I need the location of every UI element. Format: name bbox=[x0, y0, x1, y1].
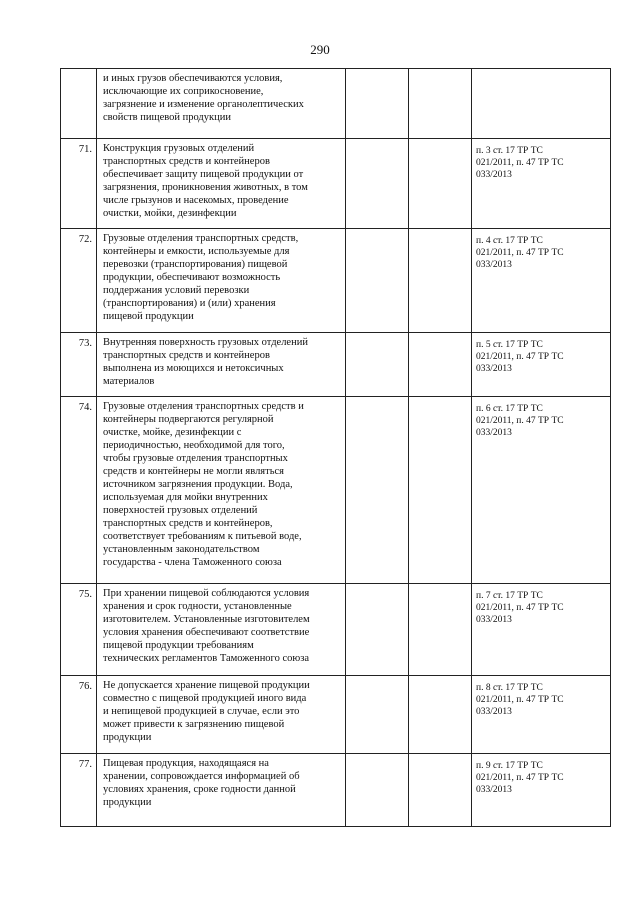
reference-line: 021/2011, п. 47 ТР ТС bbox=[476, 603, 564, 613]
requirement-line: совместно с пищевой продукцией иного вида bbox=[103, 693, 307, 704]
requirement-line: Грузовые отделения транспортных средств, bbox=[103, 233, 299, 244]
reference-line: 033/2013 bbox=[476, 260, 512, 270]
empty-cell bbox=[346, 676, 409, 753]
table-row bbox=[61, 397, 611, 584]
requirement-line: контейнеры подвергаются регулярной bbox=[103, 414, 274, 425]
requirement-line: Грузовые отделения транспортных средств и bbox=[103, 401, 304, 412]
requirement-line: Внутренняя поверхность грузовых отделений bbox=[103, 337, 308, 348]
requirement-line: числе грызунов и насекомых, проведение bbox=[103, 195, 289, 206]
reference-line: 021/2011, п. 47 ТР ТС bbox=[476, 248, 564, 258]
row-number: 71. bbox=[61, 139, 97, 228]
reference-line: 033/2013 bbox=[476, 428, 512, 438]
reference-line: 033/2013 bbox=[476, 615, 512, 625]
requirement-line: пищевой продукции требованиям bbox=[103, 640, 254, 651]
reference-line: п. 9 ст. 17 ТР ТС bbox=[476, 761, 543, 771]
empty-cell bbox=[409, 139, 472, 228]
legal-reference bbox=[472, 229, 611, 332]
requirement-line: При хранении пищевой соблюдаются условия bbox=[103, 588, 310, 599]
reference-line: п. 8 ст. 17 ТР ТС bbox=[476, 683, 543, 693]
requirement-line: продукции bbox=[103, 732, 152, 743]
empty-cell bbox=[409, 397, 472, 583]
page-number: 290 bbox=[310, 42, 330, 57]
reference-line: п. 6 ст. 17 ТР ТС bbox=[476, 404, 543, 414]
requirement-line: установленным законодательством bbox=[103, 544, 260, 555]
row-number: 75. bbox=[61, 584, 97, 675]
requirement-line: транспортных средств и контейнеров bbox=[103, 156, 270, 167]
requirement-line: чтобы грузовые отделения транспортных bbox=[103, 453, 288, 464]
requirement-line: контейнеры и емкости, используемые для bbox=[103, 246, 290, 257]
empty-cell bbox=[409, 229, 472, 332]
requirement-text bbox=[97, 676, 346, 753]
table-row bbox=[61, 69, 611, 139]
empty-cell bbox=[346, 397, 409, 583]
legal-reference bbox=[472, 139, 611, 228]
reference-line: п. 4 ст. 17 ТР ТС bbox=[476, 236, 543, 246]
reference-line: п. 3 ст. 17 ТР ТС bbox=[476, 146, 543, 156]
table-row bbox=[61, 754, 611, 827]
table-row bbox=[61, 676, 611, 754]
requirement-line: перевозки (транспортирования) пищевой bbox=[103, 259, 288, 270]
empty-cell bbox=[346, 584, 409, 675]
legal-reference bbox=[472, 676, 611, 753]
requirement-text bbox=[97, 754, 346, 826]
empty-cell bbox=[346, 229, 409, 332]
requirement-line: периодичностью, необходимой для того, bbox=[103, 440, 285, 451]
requirement-line: может привести к загрязнению пищевой bbox=[103, 719, 285, 730]
legal-reference bbox=[472, 754, 611, 826]
requirement-line: загрязнения, проникновения животных, в том bbox=[103, 182, 308, 193]
empty-cell bbox=[346, 139, 409, 228]
reference-line: п. 7 ст. 17 ТР ТС bbox=[476, 591, 543, 601]
requirement-text bbox=[97, 229, 346, 332]
reference-line: п. 5 ст. 17 ТР ТС bbox=[476, 340, 543, 350]
requirement-line: Не допускается хранение пищевой продукции bbox=[103, 680, 310, 691]
requirement-text bbox=[97, 397, 346, 583]
requirement-line: очистке, мойке, дезинфекции с bbox=[103, 427, 242, 438]
empty-cell bbox=[409, 754, 472, 826]
requirement-text bbox=[97, 69, 346, 138]
requirement-line: исключающие их соприкосновение, bbox=[103, 86, 264, 97]
requirement-line: средств и контейнеры не могли являться bbox=[103, 466, 285, 477]
requirement-line: государства - члена Таможенного союза bbox=[103, 557, 282, 568]
requirement-line: материалов bbox=[103, 376, 155, 387]
requirement-text bbox=[97, 333, 346, 396]
requirement-line: обеспечивает защиту пищевой продукции от bbox=[103, 169, 304, 180]
legal-reference bbox=[472, 333, 611, 396]
empty-cell bbox=[346, 754, 409, 826]
requirement-line: продукции bbox=[103, 797, 152, 808]
requirement-text bbox=[97, 584, 346, 675]
requirement-line: источником загрязнения продукции. Вода, bbox=[103, 479, 293, 490]
requirement-line: поверхностей грузовых отделений bbox=[103, 505, 258, 516]
requirement-line: загрязнение и изменение органолептических bbox=[103, 99, 304, 110]
requirement-line: очистки, мойки, дезинфекции bbox=[103, 208, 237, 219]
reference-line: 021/2011, п. 47 ТР ТС bbox=[476, 352, 564, 362]
table-row bbox=[61, 139, 611, 229]
reference-line: 021/2011, п. 47 ТР ТС bbox=[476, 773, 564, 783]
reference-line: 033/2013 bbox=[476, 785, 512, 795]
reference-line: 021/2011, п. 47 ТР ТС bbox=[476, 416, 564, 426]
reference-line: 033/2013 bbox=[476, 170, 512, 180]
requirement-line: и иных грузов обеспечиваются условия, bbox=[103, 73, 283, 84]
requirement-line: и непищевой продукцией в случае, если это bbox=[103, 706, 300, 717]
requirement-line: свойств пищевой продукции bbox=[103, 112, 231, 123]
requirement-text bbox=[97, 139, 346, 228]
requirement-line: соответствует требованиям к питьевой воде, bbox=[103, 531, 302, 542]
reference-line: 021/2011, п. 47 ТР ТС bbox=[476, 695, 564, 705]
row-number: 72. bbox=[61, 229, 97, 332]
legal-reference bbox=[472, 69, 611, 138]
empty-cell bbox=[346, 69, 409, 138]
requirements-table bbox=[60, 68, 611, 827]
requirement-line: изготовителем. Установленные изготовителем bbox=[103, 614, 310, 625]
requirement-line: продукции, обеспечивают возможность bbox=[103, 272, 281, 283]
row-number bbox=[61, 69, 97, 138]
table-row bbox=[61, 333, 611, 397]
table-row bbox=[61, 584, 611, 676]
table-row bbox=[61, 229, 611, 333]
requirement-line: используемая для мойки внутренних bbox=[103, 492, 268, 503]
reference-line: 033/2013 bbox=[476, 364, 512, 374]
row-number: 76. bbox=[61, 676, 97, 753]
empty-cell bbox=[409, 584, 472, 675]
requirement-line: хранения и срок годности, установленные bbox=[103, 601, 292, 612]
row-number: 77. bbox=[61, 754, 97, 826]
requirement-line: Пищевая продукция, находящаяся на bbox=[103, 758, 269, 769]
empty-cell bbox=[409, 69, 472, 138]
legal-reference bbox=[472, 397, 611, 583]
row-number: 73. bbox=[61, 333, 97, 396]
legal-reference bbox=[472, 584, 611, 675]
requirement-line: выполнена из моющихся и нетоксичных bbox=[103, 363, 284, 374]
row-number: 74. bbox=[61, 397, 97, 583]
requirement-line: условиях хранения, сроке годности данной bbox=[103, 784, 296, 795]
requirement-line: условия хранения обеспечивают соответствие bbox=[103, 627, 310, 638]
empty-cell bbox=[409, 676, 472, 753]
requirement-line: пищевой продукции bbox=[103, 311, 194, 322]
requirement-line: Конструкция грузовых отделений bbox=[103, 143, 255, 154]
requirement-line: поддержания условий перевозки bbox=[103, 285, 250, 296]
requirement-line: технических регламентов Таможенного союза bbox=[103, 653, 310, 664]
reference-line: 021/2011, п. 47 ТР ТС bbox=[476, 158, 564, 168]
empty-cell bbox=[346, 333, 409, 396]
requirement-line: хранении, сопровождается информацией об bbox=[103, 771, 300, 782]
requirement-line: транспортных средств и контейнеров bbox=[103, 350, 270, 361]
requirement-line: (транспортирования) и (или) хранения bbox=[103, 298, 276, 309]
reference-line: 033/2013 bbox=[476, 707, 512, 717]
empty-cell bbox=[409, 333, 472, 396]
requirement-line: транспортных средств и контейнеров, bbox=[103, 518, 273, 529]
